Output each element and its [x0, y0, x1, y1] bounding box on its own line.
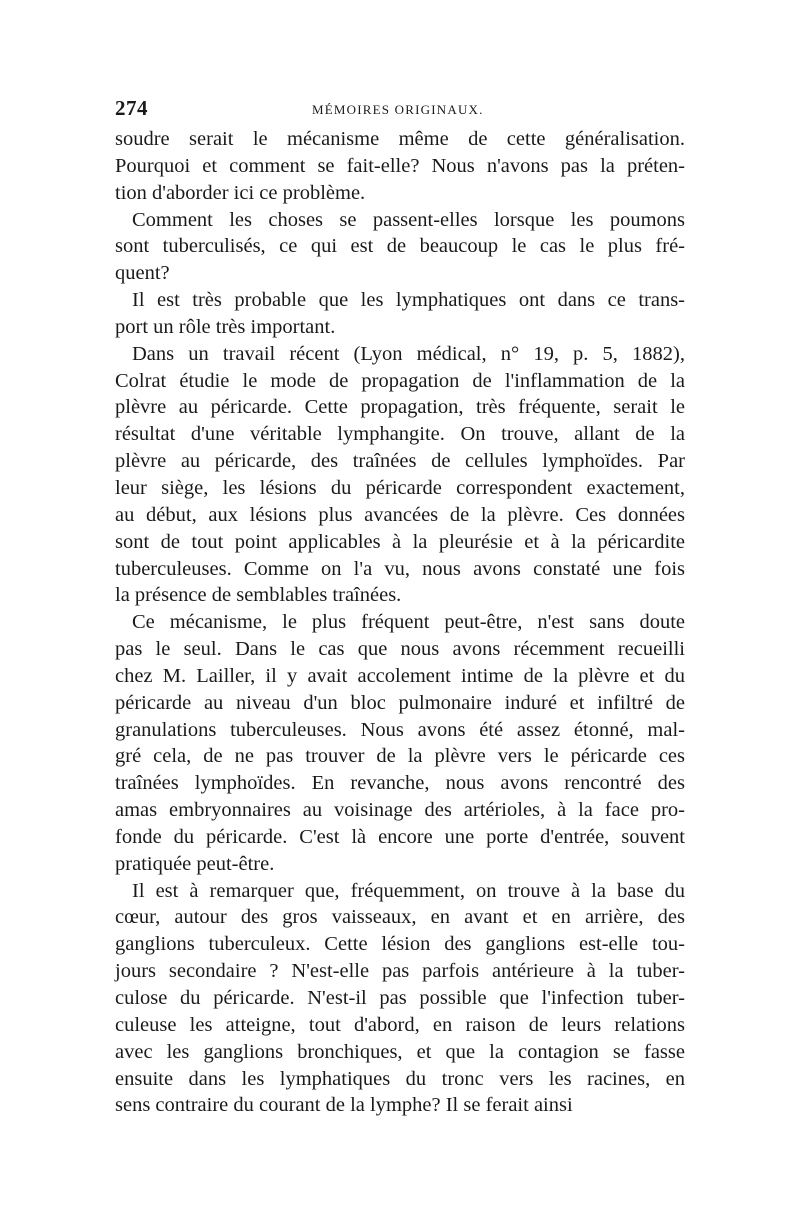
text-line: ganglions tuberculeux. Cette lésion des ganglions est-elle tou- — [115, 933, 685, 956]
text-line: traînées lymphoïdes. En revanche, nous avons rencontré des — [115, 772, 685, 795]
running-head: MÉMOIRES ORIGINAUX. — [312, 102, 484, 117]
text-line: port un rôle très important. — [115, 315, 336, 338]
text-line: avec les ganglions bronchiques, et que la contagion se fasse — [115, 1040, 685, 1063]
text-line: quent? — [115, 262, 170, 285]
text-line: tuberculeuses. Comme on l'a vu, nous avons constaté une fois — [115, 557, 685, 580]
text-line: granulations tuberculeuses. Nous avons été assez étonné, mal- — [115, 718, 685, 741]
text-line: Comment les choses se passent-elles lorsque les poumons — [132, 208, 685, 231]
text-line: tion d'aborder ici ce problème. — [115, 181, 366, 204]
text-line: Ce mécanisme, le plus fréquent peut-être, n'est sans doute — [132, 611, 685, 634]
text-line: Il est à remarquer que, fréquemment, on trouve à la base du — [132, 879, 685, 902]
text-line: leur siège, les lésions du péricarde correspondent exactement, — [115, 476, 685, 499]
text-line: gré cela, de ne pas trouver de la plèvre vers le péricarde ces — [115, 745, 685, 768]
text-line: cœur, autour des gros vaisseaux, en avant et en arrière, des — [115, 906, 685, 929]
book-page — [115, 96, 685, 1119]
text-line: Pourquoi et comment se fait-elle? Nous n'avons pas la préten- — [115, 154, 685, 177]
text-line: amas embryonnaires au voisinage des artérioles, à la face pro- — [115, 799, 685, 822]
text-line: plèvre au péricarde, des traînées de cellules lymphoïdes. Par — [115, 450, 685, 473]
page-number: 274 — [115, 96, 148, 120]
text-line: pas le seul. Dans le cas que nous avons récemment recueilli — [115, 638, 685, 661]
text-line: sont de tout point applicables à la pleurésie et à la péricardite — [115, 530, 685, 553]
text-line: jours secondaire ? N'est-elle pas parfois antérieure à la tuber- — [115, 960, 685, 983]
text-line: fonde du péricarde. C'est là encore une porte d'entrée, souvent — [115, 825, 685, 848]
text-line: soudre serait le mécanisme même de cette généralisation. — [115, 128, 685, 150]
text-line: sont tuberculisés, ce qui est de beaucoup le cas le plus fré- — [115, 235, 685, 258]
text-line: résultat d'une véritable lymphangite. On trouve, allant de la — [115, 423, 685, 446]
text-line: culeuse les atteigne, tout d'abord, en raison de leurs relations — [115, 1013, 685, 1036]
text-line: Il est très probable que les lymphatiques ont dans ce trans- — [132, 289, 685, 312]
text-line: sens contraire du courant de la lymphe? Il se ferait ainsi — [115, 1094, 573, 1117]
text-line: Dans un travail récent (Lyon médical, n° 19, p. 5, 1882), — [132, 342, 685, 365]
text-line: culose du péricarde. N'est-il pas possible que l'infection tuber- — [115, 987, 685, 1009]
text-line: la présence de semblables traînées. — [115, 584, 402, 607]
text-line: plèvre au péricarde. Cette propagation, très fréquente, serait le — [115, 396, 685, 419]
text-line: Colrat étudie le mode de propagation de l'inflammation de la — [115, 369, 685, 392]
text-line: pratiquée peut-être. — [115, 852, 275, 875]
text-line: ensuite dans les lymphatiques du tronc vers les racines, en — [115, 1067, 685, 1090]
text-line: chez M. Lailler, il y avait accolement intime de la plèvre et du — [115, 664, 685, 687]
body-text — [115, 126, 685, 1119]
page-header — [115, 96, 685, 126]
text-line: péricarde au niveau d'un bloc pulmonaire induré et infiltré de — [115, 691, 685, 714]
text-line: au début, aux lésions plus avancées de la plèvre. Ces données — [115, 503, 685, 526]
